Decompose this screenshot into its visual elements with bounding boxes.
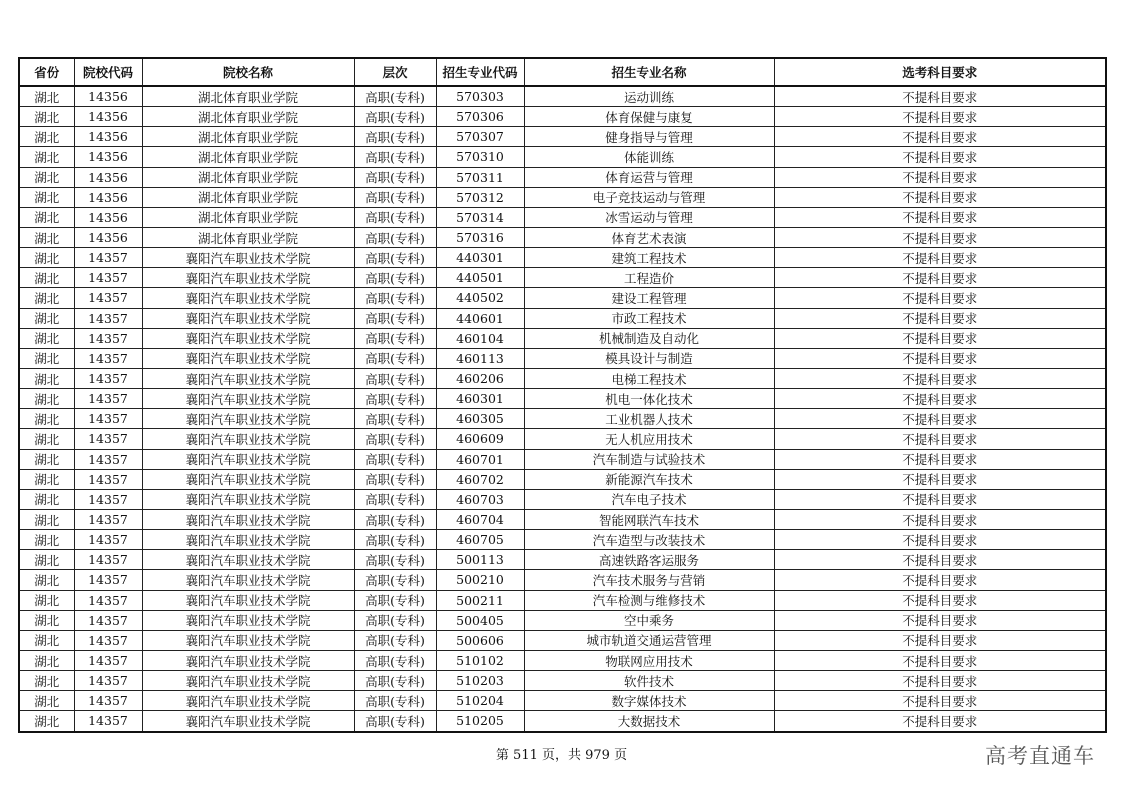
level-cell: 高职(专科) <box>354 147 436 167</box>
level-cell: 高职(专科) <box>354 469 436 489</box>
province-cell: 湖北 <box>19 187 74 207</box>
subject-requirement-cell: 不提科目要求 <box>774 127 1106 147</box>
province-cell: 湖北 <box>19 570 74 590</box>
major-code-cell: 570310 <box>436 147 524 167</box>
province-cell: 湖北 <box>19 691 74 711</box>
major-code-cell: 440502 <box>436 288 524 308</box>
level-cell: 高职(专科) <box>354 328 436 348</box>
province-cell: 湖北 <box>19 489 74 509</box>
school-name-cell: 襄阳汽车职业技术学院 <box>142 348 354 368</box>
level-cell: 高职(专科) <box>354 650 436 670</box>
school-code-cell: 14357 <box>74 449 142 469</box>
table-header <box>19 58 1106 86</box>
subject-requirement-cell: 不提科目要求 <box>774 509 1106 529</box>
school-name-cell: 襄阳汽车职业技术学院 <box>142 449 354 469</box>
subject-requirement-cell: 不提科目要求 <box>774 107 1106 127</box>
province-cell: 湖北 <box>19 328 74 348</box>
major-code-cell: 500211 <box>436 590 524 610</box>
subject-requirement-cell: 不提科目要求 <box>774 187 1106 207</box>
major-name-cell: 智能网联汽车技术 <box>524 509 774 529</box>
level-cell: 高职(专科) <box>354 167 436 187</box>
level-cell: 高职(专科) <box>354 187 436 207</box>
table-row <box>19 650 1106 670</box>
school-name-cell: 襄阳汽车职业技术学院 <box>142 630 354 650</box>
level-cell: 高职(专科) <box>354 248 436 268</box>
subject-requirement-cell: 不提科目要求 <box>774 248 1106 268</box>
major-code-cell: 570311 <box>436 167 524 187</box>
admissions-table <box>18 57 1107 733</box>
major-name-cell: 电梯工程技术 <box>524 368 774 388</box>
school-name-cell: 襄阳汽车职业技术学院 <box>142 610 354 630</box>
school-code-cell: 14356 <box>74 127 142 147</box>
major-name-cell: 新能源汽车技术 <box>524 469 774 489</box>
school-code-cell: 14357 <box>74 530 142 550</box>
subject-requirement-cell: 不提科目要求 <box>774 590 1106 610</box>
major-name-cell: 软件技术 <box>524 671 774 691</box>
school-code-cell: 14357 <box>74 630 142 650</box>
major-name-cell: 数字媒体技术 <box>524 691 774 711</box>
subject-requirement-cell: 不提科目要求 <box>774 147 1106 167</box>
major-code-cell: 460305 <box>436 409 524 429</box>
school-name-cell: 襄阳汽车职业技术学院 <box>142 570 354 590</box>
school-code-cell: 14357 <box>74 469 142 489</box>
major-name-cell: 工程造价 <box>524 268 774 288</box>
school-name-cell: 襄阳汽车职业技术学院 <box>142 711 354 732</box>
subject-requirement-cell: 不提科目要求 <box>774 469 1106 489</box>
school-code-cell: 14357 <box>74 248 142 268</box>
school-code-cell: 14357 <box>74 268 142 288</box>
school-name-cell: 襄阳汽车职业技术学院 <box>142 308 354 328</box>
school-name-cell: 襄阳汽车职业技术学院 <box>142 691 354 711</box>
level-cell: 高职(专科) <box>354 409 436 429</box>
major-name-cell: 建筑工程技术 <box>524 248 774 268</box>
major-code-cell: 500113 <box>436 550 524 570</box>
table-row <box>19 590 1106 610</box>
table-row <box>19 711 1106 732</box>
level-cell: 高职(专科) <box>354 691 436 711</box>
province-cell: 湖北 <box>19 207 74 227</box>
major-name-cell: 汽车制造与试验技术 <box>524 449 774 469</box>
province-cell: 湖北 <box>19 610 74 630</box>
table-row <box>19 127 1106 147</box>
province-cell: 湖北 <box>19 550 74 570</box>
level-cell: 高职(专科) <box>354 429 436 449</box>
table-row <box>19 187 1106 207</box>
province-cell: 湖北 <box>19 368 74 388</box>
school-code-cell: 14356 <box>74 86 142 107</box>
school-code-cell: 14357 <box>74 348 142 368</box>
major-code-cell: 500606 <box>436 630 524 650</box>
school-code-cell: 14357 <box>74 308 142 328</box>
column-header: 招生专业代码 <box>436 58 524 86</box>
school-name-cell: 湖北体育职业学院 <box>142 86 354 107</box>
column-header: 招生专业名称 <box>524 58 774 86</box>
table-row <box>19 107 1106 127</box>
province-cell: 湖北 <box>19 107 74 127</box>
province-cell: 湖北 <box>19 650 74 670</box>
table-row <box>19 328 1106 348</box>
major-code-cell: 570303 <box>436 86 524 107</box>
table-row <box>19 268 1106 288</box>
major-code-cell: 460705 <box>436 530 524 550</box>
school-code-cell: 14357 <box>74 711 142 732</box>
level-cell: 高职(专科) <box>354 489 436 509</box>
school-name-cell: 襄阳汽车职业技术学院 <box>142 288 354 308</box>
major-code-cell: 500210 <box>436 570 524 590</box>
subject-requirement-cell: 不提科目要求 <box>774 328 1106 348</box>
major-code-cell: 460702 <box>436 469 524 489</box>
level-cell: 高职(专科) <box>354 610 436 630</box>
major-code-cell: 570307 <box>436 127 524 147</box>
level-cell: 高职(专科) <box>354 449 436 469</box>
subject-requirement-cell: 不提科目要求 <box>774 86 1106 107</box>
school-code-cell: 14357 <box>74 368 142 388</box>
subject-requirement-cell: 不提科目要求 <box>774 570 1106 590</box>
major-name-cell: 汽车技术服务与营销 <box>524 570 774 590</box>
subject-requirement-cell: 不提科目要求 <box>774 530 1106 550</box>
school-code-cell: 14357 <box>74 389 142 409</box>
major-code-cell: 460704 <box>436 509 524 529</box>
school-name-cell: 襄阳汽车职业技术学院 <box>142 590 354 610</box>
level-cell: 高职(专科) <box>354 389 436 409</box>
table-row <box>19 610 1106 630</box>
school-code-cell: 14357 <box>74 509 142 529</box>
table-row <box>19 368 1106 388</box>
major-name-cell: 无人机应用技术 <box>524 429 774 449</box>
province-cell: 湖北 <box>19 389 74 409</box>
table-row <box>19 147 1106 167</box>
major-code-cell: 500405 <box>436 610 524 630</box>
province-cell: 湖北 <box>19 590 74 610</box>
school-name-cell: 襄阳汽车职业技术学院 <box>142 469 354 489</box>
table-row <box>19 550 1106 570</box>
major-code-cell: 570316 <box>436 227 524 247</box>
school-name-cell: 湖北体育职业学院 <box>142 127 354 147</box>
province-cell: 湖北 <box>19 630 74 650</box>
province-cell: 湖北 <box>19 308 74 328</box>
table-row <box>19 409 1106 429</box>
province-cell: 湖北 <box>19 409 74 429</box>
level-cell: 高职(专科) <box>354 308 436 328</box>
level-cell: 高职(专科) <box>354 630 436 650</box>
major-name-cell: 市政工程技术 <box>524 308 774 328</box>
school-code-cell: 14357 <box>74 328 142 348</box>
table-row <box>19 227 1106 247</box>
subject-requirement-cell: 不提科目要求 <box>774 429 1106 449</box>
table-row <box>19 207 1106 227</box>
major-code-cell: 510102 <box>436 650 524 670</box>
school-code-cell: 14356 <box>74 147 142 167</box>
table-row <box>19 671 1106 691</box>
major-code-cell: 510204 <box>436 691 524 711</box>
major-code-cell: 440601 <box>436 308 524 328</box>
province-cell: 湖北 <box>19 530 74 550</box>
subject-requirement-cell: 不提科目要求 <box>774 167 1106 187</box>
major-name-cell: 电子竞技运动与管理 <box>524 187 774 207</box>
province-cell: 湖北 <box>19 248 74 268</box>
major-name-cell: 物联网应用技术 <box>524 650 774 670</box>
header-row <box>19 58 1106 86</box>
province-cell: 湖北 <box>19 86 74 107</box>
level-cell: 高职(专科) <box>354 590 436 610</box>
level-cell: 高职(专科) <box>354 530 436 550</box>
school-name-cell: 襄阳汽车职业技术学院 <box>142 268 354 288</box>
school-name-cell: 襄阳汽车职业技术学院 <box>142 248 354 268</box>
table-row <box>19 389 1106 409</box>
subject-requirement-cell: 不提科目要求 <box>774 288 1106 308</box>
table-row <box>19 630 1106 650</box>
major-code-cell: 460113 <box>436 348 524 368</box>
province-cell: 湖北 <box>19 469 74 489</box>
school-code-cell: 14356 <box>74 107 142 127</box>
major-name-cell: 空中乘务 <box>524 610 774 630</box>
major-name-cell: 工业机器人技术 <box>524 409 774 429</box>
school-name-cell: 襄阳汽车职业技术学院 <box>142 489 354 509</box>
province-cell: 湖北 <box>19 127 74 147</box>
table-row <box>19 449 1106 469</box>
school-code-cell: 14357 <box>74 671 142 691</box>
school-code-cell: 14357 <box>74 590 142 610</box>
level-cell: 高职(专科) <box>354 550 436 570</box>
page-number: 第 511 页，共 979 页 <box>495 748 628 763</box>
major-name-cell: 体育运营与管理 <box>524 167 774 187</box>
column-header: 院校名称 <box>142 58 354 86</box>
table-row <box>19 509 1106 529</box>
major-name-cell: 健身指导与管理 <box>524 127 774 147</box>
major-name-cell: 汽车检测与维修技术 <box>524 590 774 610</box>
school-code-cell: 14357 <box>74 650 142 670</box>
column-header: 层次 <box>354 58 436 86</box>
major-code-cell: 570314 <box>436 207 524 227</box>
subject-requirement-cell: 不提科目要求 <box>774 650 1106 670</box>
major-code-cell: 570306 <box>436 107 524 127</box>
province-cell: 湖北 <box>19 227 74 247</box>
province-cell: 湖北 <box>19 348 74 368</box>
table-row <box>19 288 1106 308</box>
table-row <box>19 429 1106 449</box>
subject-requirement-cell: 不提科目要求 <box>774 268 1106 288</box>
school-name-cell: 襄阳汽车职业技术学院 <box>142 530 354 550</box>
level-cell: 高职(专科) <box>354 127 436 147</box>
province-cell: 湖北 <box>19 147 74 167</box>
school-code-cell: 14357 <box>74 550 142 570</box>
school-name-cell: 襄阳汽车职业技术学院 <box>142 650 354 670</box>
province-cell: 湖北 <box>19 671 74 691</box>
major-code-cell: 460701 <box>436 449 524 469</box>
major-code-cell: 460206 <box>436 368 524 388</box>
school-code-cell: 14357 <box>74 570 142 590</box>
major-name-cell: 冰雪运动与管理 <box>524 207 774 227</box>
subject-requirement-cell: 不提科目要求 <box>774 207 1106 227</box>
table-row <box>19 86 1106 107</box>
province-cell: 湖北 <box>19 167 74 187</box>
school-name-cell: 襄阳汽车职业技术学院 <box>142 509 354 529</box>
major-code-cell: 440301 <box>436 248 524 268</box>
major-code-cell: 510205 <box>436 711 524 732</box>
major-name-cell: 体育艺术表演 <box>524 227 774 247</box>
school-code-cell: 14356 <box>74 207 142 227</box>
school-code-cell: 14356 <box>74 167 142 187</box>
table-body <box>19 86 1106 732</box>
column-header: 省份 <box>19 58 74 86</box>
subject-requirement-cell: 不提科目要求 <box>774 610 1106 630</box>
major-code-cell: 460703 <box>436 489 524 509</box>
school-name-cell: 湖北体育职业学院 <box>142 167 354 187</box>
province-cell: 湖北 <box>19 429 74 449</box>
province-cell: 湖北 <box>19 268 74 288</box>
level-cell: 高职(专科) <box>354 107 436 127</box>
subject-requirement-cell: 不提科目要求 <box>774 227 1106 247</box>
table-row <box>19 530 1106 550</box>
subject-requirement-cell: 不提科目要求 <box>774 550 1106 570</box>
school-name-cell: 湖北体育职业学院 <box>142 227 354 247</box>
school-name-cell: 襄阳汽车职业技术学院 <box>142 409 354 429</box>
school-name-cell: 湖北体育职业学院 <box>142 207 354 227</box>
subject-requirement-cell: 不提科目要求 <box>774 630 1106 650</box>
school-code-cell: 14356 <box>74 227 142 247</box>
major-name-cell: 机械制造及自动化 <box>524 328 774 348</box>
table-row <box>19 248 1106 268</box>
province-cell: 湖北 <box>19 449 74 469</box>
subject-requirement-cell: 不提科目要求 <box>774 389 1106 409</box>
school-name-cell: 湖北体育职业学院 <box>142 107 354 127</box>
subject-requirement-cell: 不提科目要求 <box>774 348 1106 368</box>
major-code-cell: 510203 <box>436 671 524 691</box>
subject-requirement-cell: 不提科目要求 <box>774 409 1106 429</box>
province-cell: 湖北 <box>19 711 74 732</box>
school-name-cell: 襄阳汽车职业技术学院 <box>142 389 354 409</box>
major-name-cell: 汽车造型与改装技术 <box>524 530 774 550</box>
school-name-cell: 襄阳汽车职业技术学院 <box>142 429 354 449</box>
major-name-cell: 模具设计与制造 <box>524 348 774 368</box>
school-name-cell: 湖北体育职业学院 <box>142 187 354 207</box>
major-code-cell: 440501 <box>436 268 524 288</box>
table-row <box>19 691 1106 711</box>
school-code-cell: 14356 <box>74 187 142 207</box>
level-cell: 高职(专科) <box>354 268 436 288</box>
school-code-cell: 14357 <box>74 489 142 509</box>
admissions-table-container <box>18 57 1105 733</box>
major-code-cell: 460609 <box>436 429 524 449</box>
level-cell: 高职(专科) <box>354 86 436 107</box>
subject-requirement-cell: 不提科目要求 <box>774 711 1106 732</box>
major-code-cell: 460104 <box>436 328 524 348</box>
level-cell: 高职(专科) <box>354 227 436 247</box>
level-cell: 高职(专科) <box>354 288 436 308</box>
level-cell: 高职(专科) <box>354 671 436 691</box>
subject-requirement-cell: 不提科目要求 <box>774 671 1106 691</box>
level-cell: 高职(专科) <box>354 711 436 732</box>
column-header: 院校代码 <box>74 58 142 86</box>
table-row <box>19 489 1106 509</box>
province-cell: 湖北 <box>19 288 74 308</box>
subject-requirement-cell: 不提科目要求 <box>774 368 1106 388</box>
table-row <box>19 308 1106 328</box>
subject-requirement-cell: 不提科目要求 <box>774 449 1106 469</box>
school-name-cell: 襄阳汽车职业技术学院 <box>142 671 354 691</box>
subject-requirement-cell: 不提科目要求 <box>774 489 1106 509</box>
column-header: 选考科目要求 <box>774 58 1106 86</box>
major-name-cell: 高速铁路客运服务 <box>524 550 774 570</box>
major-code-cell: 570312 <box>436 187 524 207</box>
table-row <box>19 348 1106 368</box>
school-name-cell: 襄阳汽车职业技术学院 <box>142 368 354 388</box>
school-name-cell: 襄阳汽车职业技术学院 <box>142 328 354 348</box>
level-cell: 高职(专科) <box>354 207 436 227</box>
major-name-cell: 建设工程管理 <box>524 288 774 308</box>
watermark-logo: 高考直通车 <box>985 744 1095 768</box>
major-name-cell: 体能训练 <box>524 147 774 167</box>
major-name-cell: 体育保健与康复 <box>524 107 774 127</box>
major-code-cell: 460301 <box>436 389 524 409</box>
school-code-cell: 14357 <box>74 610 142 630</box>
level-cell: 高职(专科) <box>354 509 436 529</box>
major-name-cell: 汽车电子技术 <box>524 489 774 509</box>
level-cell: 高职(专科) <box>354 368 436 388</box>
school-name-cell: 湖北体育职业学院 <box>142 147 354 167</box>
level-cell: 高职(专科) <box>354 570 436 590</box>
school-name-cell: 襄阳汽车职业技术学院 <box>142 550 354 570</box>
level-cell: 高职(专科) <box>354 348 436 368</box>
major-name-cell: 运动训练 <box>524 86 774 107</box>
subject-requirement-cell: 不提科目要求 <box>774 308 1106 328</box>
major-name-cell: 机电一体化技术 <box>524 389 774 409</box>
table-row <box>19 469 1106 489</box>
major-name-cell: 城市轨道交通运营管理 <box>524 630 774 650</box>
school-code-cell: 14357 <box>74 409 142 429</box>
school-code-cell: 14357 <box>74 288 142 308</box>
school-code-cell: 14357 <box>74 429 142 449</box>
major-name-cell: 大数据技术 <box>524 711 774 732</box>
province-cell: 湖北 <box>19 509 74 529</box>
table-row <box>19 570 1106 590</box>
subject-requirement-cell: 不提科目要求 <box>774 691 1106 711</box>
table-row <box>19 167 1106 187</box>
school-code-cell: 14357 <box>74 691 142 711</box>
